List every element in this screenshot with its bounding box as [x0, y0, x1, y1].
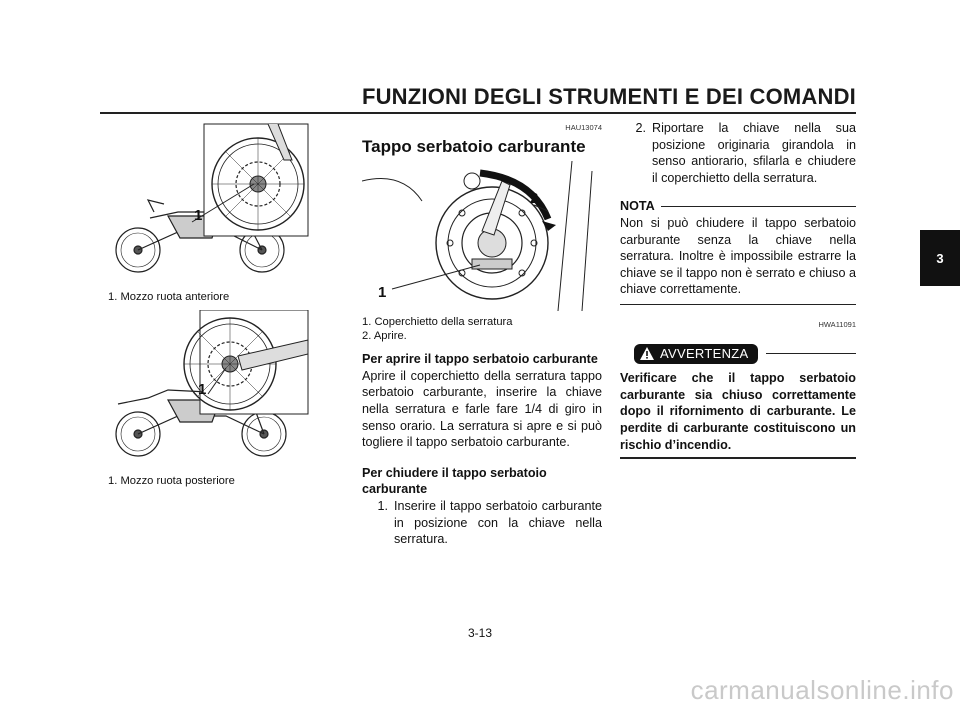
warning-rule	[766, 353, 856, 354]
page-number: 3-13	[467, 626, 493, 640]
open-text: Aprire il coperchietto della serratura tappo serbatoio carburante, inserire la chiave nella serratura e farle fare 1/4 di giro in senso orario. La serratura si apre e si può togliere il tappo serbatoio carburante.	[362, 368, 602, 450]
front-hub-caption: 1. Mozzo ruota anteriore	[108, 291, 230, 303]
rear-hub-caption: 1. Mozzo ruota posteriore	[108, 475, 235, 487]
front-hub-illustration	[108, 120, 312, 284]
nota-header	[620, 198, 856, 215]
warning-code: HWA11091	[818, 319, 856, 329]
step-number: 1.	[377, 498, 388, 513]
step-text: Inserire il tappo serbatoio carburante in posizione con la chiave nella serratura.	[394, 498, 602, 547]
warning-triangle-icon	[640, 347, 654, 360]
middle-column	[362, 120, 602, 548]
warning-text: Verificare che il tappo serbatoio carburante sia chiuso correttamente dopo il rifornimento di carburante. Le perdite di carburante costituiscono un rischio d’incendio.	[620, 371, 856, 452]
warning-label: AVVERTENZA	[660, 345, 749, 361]
fuel-cap-caption-1: 1. Coperchietto della serratura	[362, 316, 513, 329]
front-hub-callout: 1	[194, 207, 203, 224]
nota-text: Non si può chiudere il tappo serbatoio carburante senza la chiave nella serratura. Inoltre è impossibile estrarre la chiave se il tappo non è serrato e chiuso a chiave correttamente.	[620, 215, 856, 297]
fuel-cap-callout-2: 2	[530, 190, 539, 208]
rear-hub-figure	[108, 310, 348, 488]
close-heading: Per chiudere il tappo serbatoio carburante	[362, 465, 547, 497]
fuel-cap-illustration	[362, 161, 602, 311]
rear-hub-illustration	[108, 310, 312, 468]
nota-rule	[661, 206, 856, 207]
step-item	[362, 498, 602, 548]
warning-badge	[634, 344, 758, 365]
section-code: HAU13074	[565, 123, 602, 132]
step-text: Riportare la chiave nella sua posizione originaria girandola in senso antiorario, sfilarla e chiudere il coperchietto della serratura.	[652, 121, 856, 185]
nota-label: NOTA	[620, 199, 655, 214]
chapter-tab: 3	[920, 230, 960, 286]
nota-end-rule	[620, 304, 856, 305]
right-column	[620, 120, 856, 459]
left-column	[108, 120, 348, 488]
warning-end-rule	[620, 457, 856, 459]
section-title: Tappo serbatoio carburante	[362, 136, 586, 156]
fuel-cap-caption-2: 2. Aprire.	[362, 330, 407, 343]
page-header-title: FUNZIONI DEGLI STRUMENTI E DEI COMANDI	[361, 84, 856, 109]
warning-header	[620, 344, 856, 365]
rear-hub-callout: 1	[198, 381, 207, 398]
step-number: 2.	[635, 121, 646, 135]
fuel-cap-callout-1: 1	[378, 284, 387, 302]
fuel-cap-figure	[362, 161, 602, 343]
front-hub-figure	[108, 120, 348, 304]
header-rule	[100, 112, 856, 114]
watermark: carmanualsonline.info	[690, 675, 954, 705]
step-item	[620, 120, 856, 186]
open-heading: Per aprire il tappo serbatoio carburante	[362, 352, 598, 367]
